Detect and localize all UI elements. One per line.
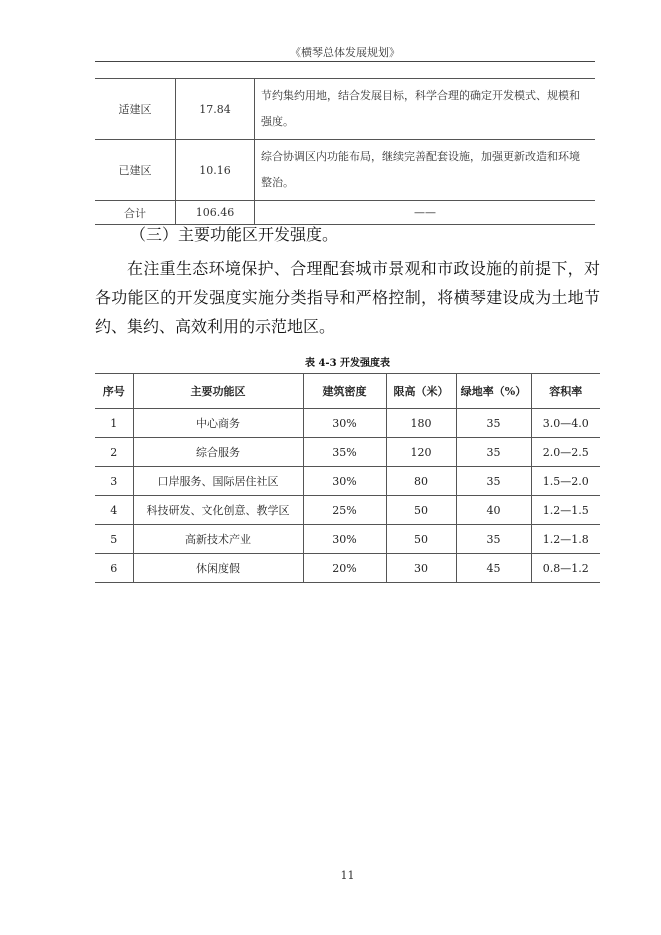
table-cell: 50 xyxy=(386,525,456,554)
col-header-zone: 主要功能区 xyxy=(133,374,303,409)
table-row xyxy=(95,554,600,583)
table-row xyxy=(95,438,600,467)
area-cell: 106.46 xyxy=(176,201,255,225)
table-cell: 2.0—2.5 xyxy=(531,438,600,467)
page-number: 11 xyxy=(340,869,355,882)
col-header-green-ratio: 绿地率（%） xyxy=(456,374,531,409)
table-row xyxy=(95,467,600,496)
table-cell: 35 xyxy=(456,467,531,496)
table-cell: 30% xyxy=(303,525,386,554)
table-cell: 45 xyxy=(456,554,531,583)
table-cell: 25% xyxy=(303,496,386,525)
table-cell: 50 xyxy=(386,496,456,525)
description-cell: 节约集约用地，结合发展目标，科学合理的确定开发模式、规模和强度。 xyxy=(255,79,596,140)
table-cell: 综合服务 xyxy=(133,438,303,467)
table-cell: 1.2—1.5 xyxy=(531,496,600,525)
table-cell: 1 xyxy=(95,409,133,438)
table-cell: 中心商务 xyxy=(133,409,303,438)
table-cell: 休闲度假 xyxy=(133,554,303,583)
table-cell: 20% xyxy=(303,554,386,583)
table-cell: 120 xyxy=(386,438,456,467)
col-header-density: 建筑密度 xyxy=(303,374,386,409)
zone-cell: 已建区 xyxy=(95,140,176,201)
table-cell: 35% xyxy=(303,438,386,467)
zone-cell: 合计 xyxy=(95,201,176,225)
body-paragraph: 在注重生态环境保护、合理配套城市景观和市政设施的前提下，对各功能区的开发强度实施分类指导和严格控制，将横琴建设成为土地节约、集约、高效利用的示范地区。 xyxy=(95,259,600,336)
development-intensity-table xyxy=(95,373,600,583)
table-cell: 5 xyxy=(95,525,133,554)
table-cell: 3.0—4.0 xyxy=(531,409,600,438)
table-caption: 表 4-3 开发强度表 xyxy=(304,358,391,369)
table-row xyxy=(95,525,600,554)
header-rule xyxy=(95,61,595,62)
area-cell: 17.84 xyxy=(176,79,255,140)
table-cell: 30 xyxy=(386,554,456,583)
table-cell: 1.2—1.8 xyxy=(531,525,600,554)
description-cell: 综合协调区内功能布局，继续完善配套设施，加强更新改造和环境整治。 xyxy=(255,140,596,201)
table-cell: 30% xyxy=(303,409,386,438)
table-row xyxy=(95,409,600,438)
table-cell: 0.8—1.2 xyxy=(531,554,600,583)
table-header-row xyxy=(95,374,600,409)
table-cell: 科技研发、文化创意、教学区 xyxy=(133,496,303,525)
col-header-far: 容积率 xyxy=(531,374,600,409)
table-cell: 3 xyxy=(95,467,133,496)
area-cell: 10.16 xyxy=(176,140,255,201)
section-heading: （三）主要功能区开发强度。 xyxy=(130,225,339,244)
table-cell: 40 xyxy=(456,496,531,525)
table-row xyxy=(95,496,600,525)
table-cell: 6 xyxy=(95,554,133,583)
table-row-total xyxy=(95,201,595,225)
description-cell: —— xyxy=(255,201,596,225)
col-header-index: 序号 xyxy=(95,374,133,409)
table-cell: 35 xyxy=(456,525,531,554)
table-cell: 4 xyxy=(95,496,133,525)
col-header-height-limit: 限高（米） xyxy=(386,374,456,409)
table-cell: 35 xyxy=(456,438,531,467)
table-cell: 180 xyxy=(386,409,456,438)
table-row xyxy=(95,140,595,201)
table-cell: 80 xyxy=(386,467,456,496)
zone-cell: 适建区 xyxy=(95,79,176,140)
table-cell: 口岸服务、国际居住社区 xyxy=(133,467,303,496)
running-header: 《横琴总体发展规划》 xyxy=(290,46,400,59)
zone-area-table xyxy=(95,78,595,225)
table-row xyxy=(95,79,595,140)
table-cell: 2 xyxy=(95,438,133,467)
table-cell: 1.5—2.0 xyxy=(531,467,600,496)
table-cell: 高新技术产业 xyxy=(133,525,303,554)
table-cell: 30% xyxy=(303,467,386,496)
table-cell: 35 xyxy=(456,409,531,438)
